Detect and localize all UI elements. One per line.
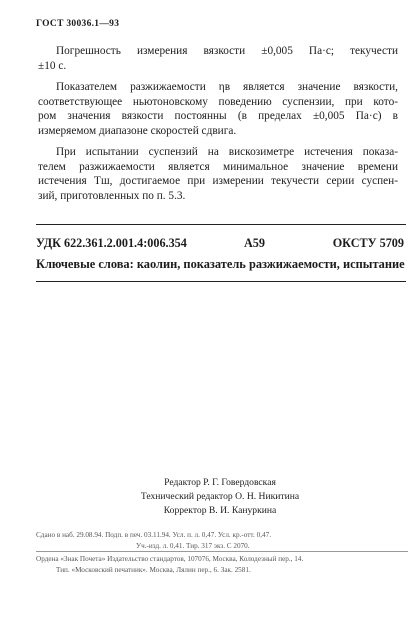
- text-line: Погрешность измерения вязкости ±0,005 Па·с; текучести: [56, 45, 398, 57]
- imprint-line: Уч.-изд. л. 0,41. Тир. 317 экз. С 2070.: [136, 542, 250, 550]
- imprint-line: Сдано в наб. 29.08.94. Подп. в печ. 03.11.94. Усл. п. л. 0,47. Усл. кр.-отт. 0,47.: [36, 531, 271, 539]
- group-code: А59: [244, 236, 265, 250]
- editor-line: Редактор Р. Г. Говердовская: [164, 477, 276, 488]
- document-header: ГОСТ 30036.1—93: [36, 19, 120, 29]
- text-line: телем разжижаемости является минимальное значение времени: [38, 160, 398, 173]
- text-line: соответствующее ньютоновскому поведению суспензии, при кото-: [38, 95, 398, 108]
- imprint-divider: [36, 551, 408, 552]
- paragraph-accuracy: [38, 44, 398, 73]
- text-line: ром значения вязкости постоянны (в пределах ±0,005 Па·с) в: [38, 110, 398, 123]
- divider-top: [36, 224, 406, 225]
- imprint-line: Ордена «Знак Почета» Издательство стандартов, 107076, Москва, Колодезный пер., 14.: [36, 555, 304, 563]
- divider-bottom: [36, 281, 406, 282]
- tech-editor-line: Технический редактор О. Н. Никитина: [140, 491, 300, 502]
- udk-code: УДК 622.361.2.001.4:006.354: [36, 236, 187, 250]
- text-line: ±10 с.: [38, 59, 67, 72]
- text-line: Показателем разжижаемости ηв является значение вязкости,: [56, 81, 398, 93]
- keywords-line: Ключевые слова: каолин, показатель разжижаемости, испытание: [36, 257, 405, 271]
- text-line: измеряемом диапазоне скоростей сдвига.: [38, 124, 237, 137]
- text-line: истечения Тш, достигаемое при измерении текучести серии суспен-: [38, 175, 398, 188]
- paragraph-outflow-viscometer: [38, 145, 398, 203]
- credits-block: [100, 476, 340, 518]
- imprint-publisher: [36, 554, 408, 576]
- imprint-print-data: [36, 530, 408, 552]
- text-line: зий, приготовленных по п. 5.3.: [38, 189, 186, 202]
- oksty-code: ОКСТУ 5709: [332, 236, 404, 250]
- paragraph-thinning-index: [38, 80, 398, 138]
- imprint-line: Тип. «Московский печатник». Москва, Лялин пер., 6. Зак. 2581.: [56, 566, 251, 574]
- corrector-line: Корректор В. И. Кануркина: [163, 505, 277, 516]
- text-line: При испытании суспензий на вискозиметре истечения показа-: [56, 146, 398, 158]
